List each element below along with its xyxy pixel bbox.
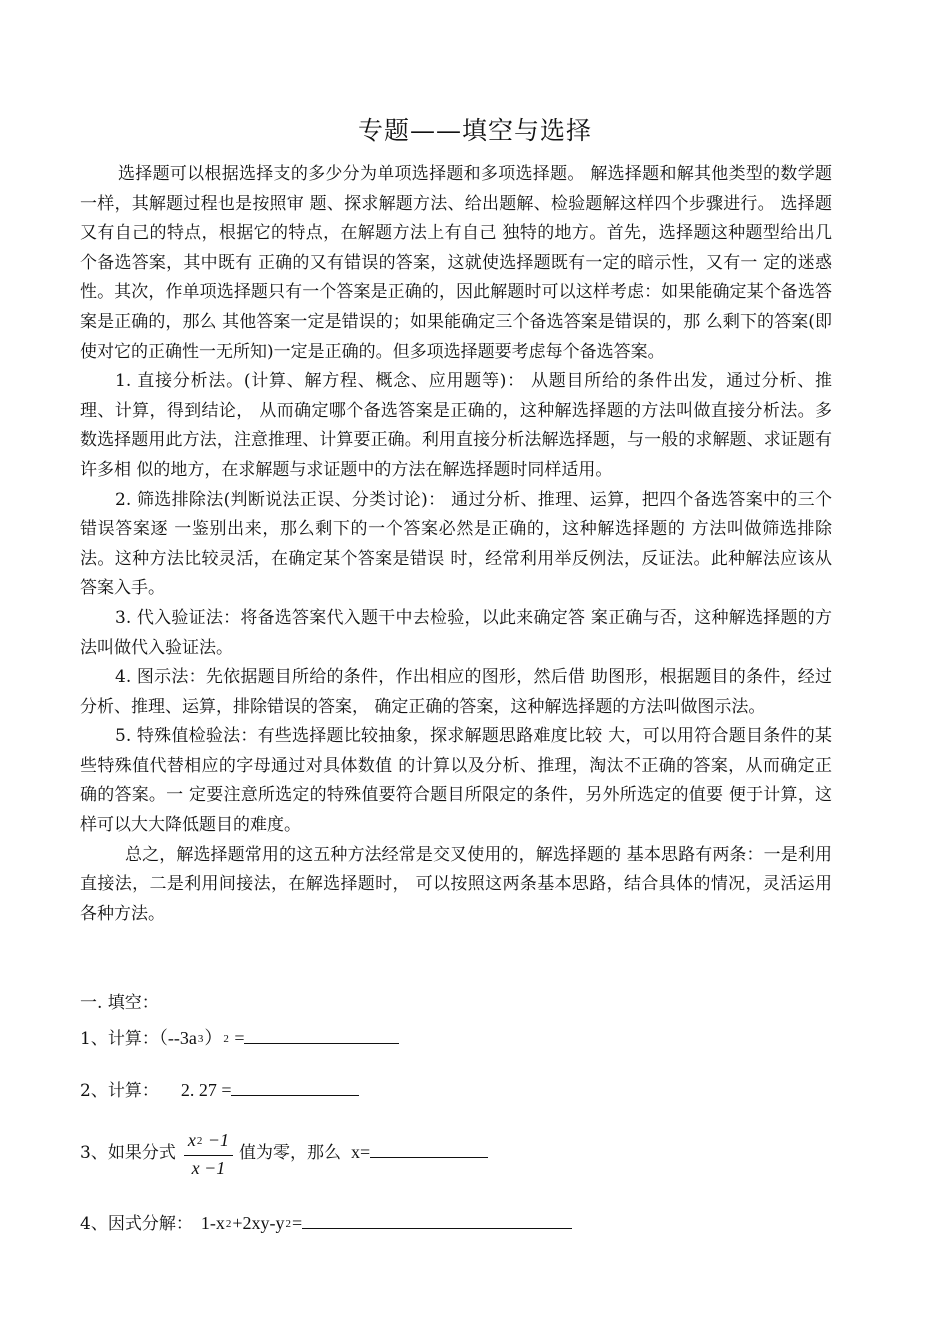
method-4-paragraph: 4. 图示法：先依据题目所给的条件，作出相应的图形，然后借 助图形，根据题目的条件，经过分析、推理、运算，排除错误的答案， 确定正确的答案，这种解选择题的方法叫做图示法。 [80,667,832,717]
question-3: 3、如果分式 $\frac{x2 -1}{x -1}$ 值为零，那么 x= [80,1128,488,1180]
section-heading-fill-in: 一. 填空： [80,993,159,1013]
question-2-label: 2、计算： [80,1081,159,1101]
article-body [80,160,832,929]
question-1-label: 1、计算： [80,1029,159,1049]
fraction-denominator: x −1 [191,1158,226,1178]
answer-blank-3[interactable] [370,1141,488,1158]
page-title: 专题——填空与选择 [357,116,592,145]
answer-blank-1[interactable] [244,1027,399,1044]
question-4: 4、因式分解： 1-x2+2xy-y2= [80,1209,572,1234]
summary-paragraph: 总之，解选择题常用的这五种方法经常是交叉使用的，解选择题的 基本思路有两条：一是利用直接法，二是利用间接法，在解选择题时， 可以按照这两条基本思路，结合具体的情况，灵活运用各种方法。 [80,844,832,924]
question-2: 2、计算： 2. 27 = [80,1076,359,1101]
answer-blank-4[interactable] [302,1212,572,1229]
method-1-paragraph: 1. 直接分析法。(计算、解方程、概念、应用题等)： 从题目所给的条件出发，通过分析、推理、计算，得到结论， 从而确定哪个备选答案是正确的，这种解选择题的方法叫做直接分析法。多数选择题用此方法，注意推理、计算要正确。利用直接分析法解选择题，与一般的求解题、求证题有许多相 似的地方，在求解题与求证题中的方法在解选择题时同样适用。 [80,371,832,480]
intro-paragraph: 选择题可以根据选择支的多少分为单项选择题和多项选择题。 解选择题和解其他类型的数学题一样，其解题过程也是按照审 题、探求解题方法、给出题解、检验题解这样四个步骤进行。 选择题又有自己的特点，根据它的特点，在解题方法上有自己 独特的地方。首先，选择题这种题型给出几个备选答案，其中既有 正确的又有错误的答案，这就使选择题既有一定的暗示性，又有一 定的迷惑性。其次，作单项选择题只有一个答案是正确的，因此解题时可以这样考虑：如果能确定某个备选答案是正确的，那么 其他答案一定是错误的；如果能确定三个备选答案是错误的，那 么剩下的答案(即使对它的正确性一无所知)一定是正确的。但多项选择题要考虑每个备选答案。 [80,164,832,362]
question-3-label: 3、如果分式 [80,1143,176,1164]
method-5-paragraph: 5. 特殊值检验法：有些选择题比较抽象，探求解题思路难度比较 大，可以用符合题目条件的某些特殊值代替相应的字母通过对具体数值 的计算以及分析、推理，淘汰不正确的答案，从而确定正确的答案。一 定要注意所选定的特殊值要符合题目所限定的条件，另外所选定的值要 便于计算，这样可以大大降低题目的难度。 [80,726,832,836]
question-1: 1、计算：（--3a3）2 = [80,1024,399,1050]
method-3-paragraph: 3. 代入验证法：将备选答案代入题干中去检验，以此来确定答 案正确与否，这种解选择题的方法叫做代入验证法。 [80,607,832,658]
fraction [184,1128,233,1180]
question-4-label: 4、因式分解： [80,1214,193,1234]
answer-blank-2[interactable] [231,1079,359,1096]
method-2-paragraph: 2. 筛选排除法(判断说法正误、分类讨论)： 通过分析、推理、运算，把四个备选答案中的三个错误答案逐 一鉴别出来，那么剩下的一个答案必然是正确的，这种解选择题的 方法叫做筛选排除法。这种方法比较灵活，在确定某个答案是错误 时，经常利用举反例法，反证法。此种解法应该从答案入手。 [80,489,832,599]
fraction-numerator: x2 −1 [184,1128,233,1156]
